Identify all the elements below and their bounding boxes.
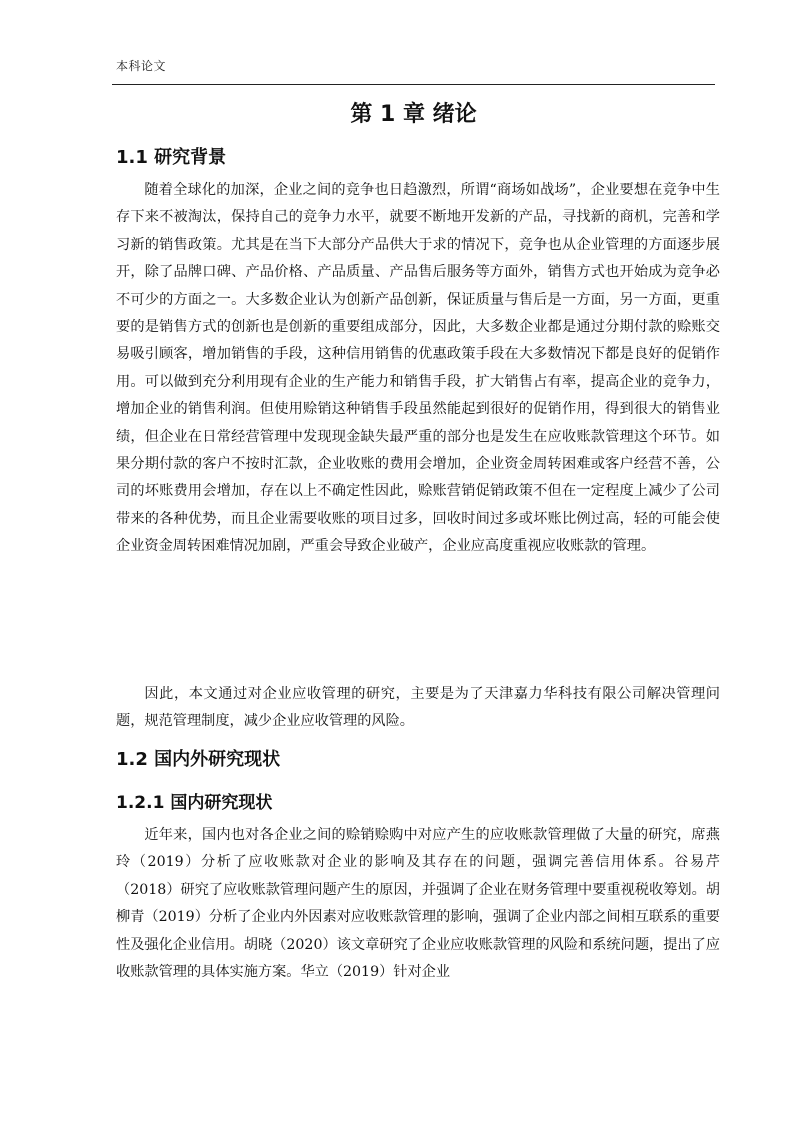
header-divider — [112, 84, 715, 85]
paragraph-domestic-research: 近年来，国内也对各企业之间的赊销赊购中对应产生的应收账款管理做了大量的研究，席燕玲（2019）分析了应收账款对企业的影响及其存在的问题，强调完善信用体系。谷易芹（2018）研究了应收账款管理问题产生的原因，并强调了企业在财务管理中要重视税收筹划。胡柳青（2019）分析了企业内外因素对应收账款管理的影响，强调了企业内部之间相互联系的重要性及强化企业信用。胡晓（2020）该文章研究了企业应收账款管理的风险和系统问题，提出了应收账款管理的具体实施方案。华立（2019）针对企业 — [116, 827, 720, 981]
chapter-title: 第 1 章 绪论 — [350, 102, 477, 127]
page-header: 本科论文 — [116, 59, 167, 73]
paragraph-background-2: 因此，本文通过对企业应收管理的研究，主要是为了天津嘉力华科技有限公司解决管理问题，规范管理制度，减少企业应收管理的风险。 — [116, 686, 720, 730]
section-heading-1-2-1: 1.2.1 国内研究现状 — [116, 793, 273, 813]
section-heading-1-2: 1.2 国内外研究现状 — [116, 749, 281, 770]
section-heading-1-1: 1.1 研究背景 — [116, 147, 227, 168]
paragraph-background-1: 随着全球化的加深，企业之间的竞争也日趋激烈，所谓“商场如战场”，企业要想在竞争中生存下来不被淘汰，保持自己的竞争力水平，就要不断地开发新的产品，寻找新的商机，完善和学习新的销售政策。尤其是在当下大部分产品供大于求的情况下，竞争也从企业管理的方面逐步展开，除了品牌口碑、产品价格、产品质量、产品售后服务等方面外，销售方式也开始成为竞争必不可少的方面之一。大多数企业认为创新产品创新，保证质量与售后是一方面，另一方面，更重要的是销售方式的创新也是创新的重要组成部分，因此，大多数企业都是通过分期付款的赊账交易吸引顾客，增加销售的手段，这种信用销售的优惠政策手段在大多数情况下都是良好的促销作用。可以做到充分利用现有企业的生产能力和销售手段，扩大销售占有率，提高企业的竞争力，增加企业的销售利润。但使用赊销这种销售手段虽然能起到很好的促销作用，得到很大的销售业绩，但企业在日常经营管理中发现现金缺失最严重的部分也是发生在应收账款管理这个环节。如果分期付款的客户不按时汇款，企业收账的费用会增加，企业资金周转困难或客户经营不善，公司的坏账费用会增加，存在以上不确定性因此，赊账营销促销政策不但在一定程度上减少了公司带来的各种优势，而且企业需要收账的项目过多，回收时间过多或坏账比例过高，轻的可能会使企业资金周转困难情况加剧，严重会导致企业破产，企业应高度重视应收账款的管理。 — [116, 182, 720, 555]
